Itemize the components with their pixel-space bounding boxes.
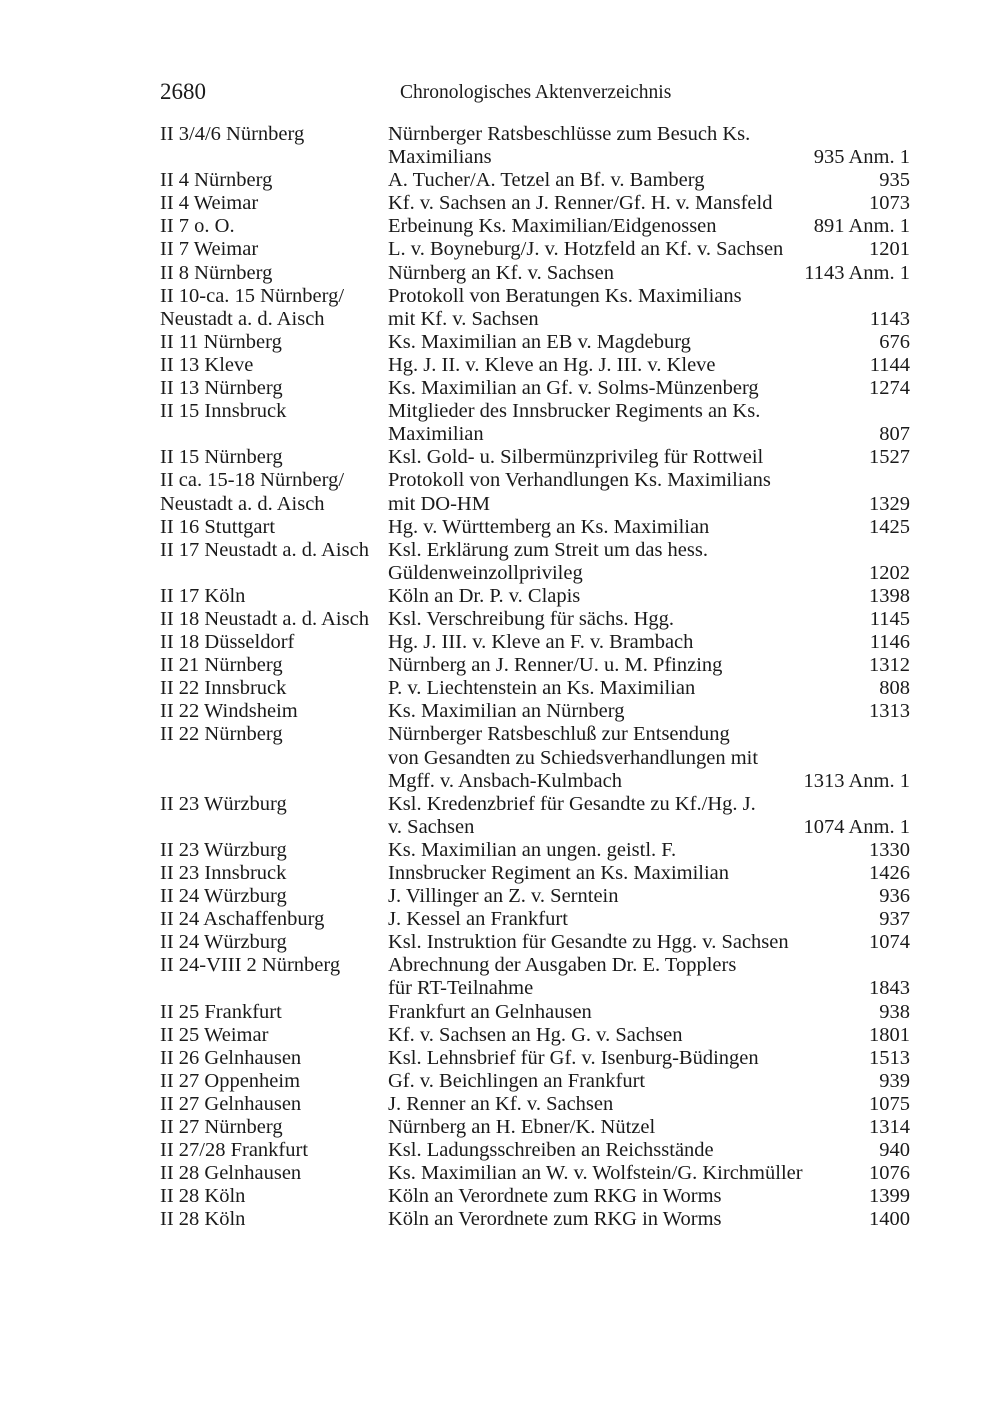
list-item <box>160 400 910 446</box>
entry-description-line: Ksl. Verschreibung für sächs. Hgg. <box>388 607 674 630</box>
entry-description-line: Köln an Verordnete zum RKG in Worms <box>388 1185 722 1208</box>
list-item <box>160 215 910 238</box>
entry-description <box>388 446 910 469</box>
entry-description-line: P. v. Liechtenstein an Ks. Maximilian <box>388 677 696 700</box>
entry-description <box>388 169 910 192</box>
entry-description <box>388 1139 910 1162</box>
entry-description <box>388 908 910 931</box>
list-item <box>160 539 910 585</box>
entry-date-place: II 16 Stuttgart <box>160 515 276 538</box>
list-item <box>160 631 910 654</box>
entry-description-line: Ks. Maximilian an EB v. Magdeburg <box>388 330 691 353</box>
entry-reference: 1843 <box>869 977 910 1000</box>
entry-date-place: II 7 o. O. <box>160 215 235 238</box>
entry-description-line: Hg. v. Württemberg an Ks. Maximilian <box>388 515 710 538</box>
entry-description <box>388 700 910 723</box>
list-item <box>160 377 910 400</box>
entry-description-line: Kf. v. Sachsen an Hg. G. v. Sachsen <box>388 1023 683 1046</box>
entry-description <box>388 885 910 908</box>
entry-date-place: II 23 Würzburg <box>160 792 287 815</box>
entry-reference: 1527 <box>869 446 910 469</box>
entry-description-line: Ks. Maximilian an Nürnberg <box>388 700 625 723</box>
entry-description-line: v. Sachsen <box>388 815 475 838</box>
entry-description-line: mit DO-HM <box>388 492 490 515</box>
list-item <box>160 285 910 331</box>
entry-description <box>388 608 910 631</box>
entry-reference: 891 Anm. 1 <box>813 215 910 238</box>
entry-reference: 1074 <box>869 931 910 954</box>
entry-description-line: Hg. J. III. v. Kleve an F. v. Brambach <box>388 631 694 654</box>
entry-date-place: II 4 Nürnberg <box>160 169 273 192</box>
entry-description-line: Nürnberger Ratsbeschluß zur Entsendung <box>388 723 730 746</box>
entry-date-place: II 26 Gelnhausen <box>160 1046 302 1069</box>
entry-description-line: Köln an Dr. P. v. Clapis <box>388 584 581 607</box>
entry-reference: 935 Anm. 1 <box>813 146 910 169</box>
entry-description-line: Güldenweinzollprivileg <box>388 561 583 584</box>
entry-reference: 1426 <box>869 862 910 884</box>
entry-reference: 1076 <box>869 1162 910 1185</box>
entry-description <box>388 1001 910 1024</box>
list-item <box>160 469 910 515</box>
entry-description <box>388 631 910 654</box>
entry-reference: 1202 <box>869 561 910 584</box>
list-item <box>160 908 910 931</box>
entry-description-line: für RT-Teilnahme <box>388 977 534 1000</box>
entry-description <box>388 1162 910 1185</box>
entry-description-line: Erbeinung Ks. Maximilian/Eidgenossen <box>388 215 717 238</box>
list-item <box>160 1001 910 1024</box>
entry-description <box>388 954 910 1000</box>
entry-description <box>388 192 910 215</box>
entry-description <box>388 400 910 446</box>
entry-description-line: Nürnberg an J. Renner/U. u. M. Pfinzing <box>388 654 723 677</box>
entry-description-line: J. Kessel an Frankfurt <box>388 908 568 931</box>
entry-reference: 1146 <box>869 631 910 654</box>
entry-reference: 1513 <box>869 1046 910 1069</box>
entry-description-line: Mitglieder des Innsbrucker Regiments an Ks. <box>388 400 761 423</box>
entry-reference: 1313 <box>869 700 910 723</box>
entry-reference: 676 <box>879 330 910 353</box>
entry-date-place: II 24 Würzburg <box>160 931 287 954</box>
entry-reference: 1399 <box>869 1185 910 1208</box>
entry-description-line: mit Kf. v. Sachsen <box>388 307 539 330</box>
entry-reference: 1145 <box>869 607 910 630</box>
entry-date-place: II 22 Innsbruck <box>160 677 287 700</box>
list-item <box>160 1093 910 1116</box>
entry-description <box>388 238 910 261</box>
entry-description-line: Ks. Maximilian an ungen. geistl. F. <box>388 838 677 861</box>
entry-description <box>388 1024 910 1047</box>
entry-description-line: L. v. Boyneburg/J. v. Hotzfeld an Kf. v. Sachsen <box>388 238 784 261</box>
entry-description <box>388 585 910 608</box>
entry-description-line: Abrechnung der Ausgaben Dr. E. Topplers <box>388 954 737 977</box>
entry-reference: 1075 <box>869 1092 910 1115</box>
entry-description <box>388 331 910 354</box>
list-item <box>160 931 910 954</box>
entry-reference: 940 <box>879 1139 910 1162</box>
entry-reference: 1143 <box>869 307 910 330</box>
entry-date-place: II 27 Gelnhausen <box>160 1092 302 1115</box>
entry-date-place: II 28 Köln <box>160 1185 246 1208</box>
entry-date-place: II 4 Weimar <box>160 192 259 215</box>
entry-date-place: II 3/4/6 Nürnberg <box>160 123 305 145</box>
entry-reference: 1425 <box>869 515 910 538</box>
entry-description-line: Gf. v. Beichlingen an Frankfurt <box>388 1069 646 1092</box>
entry-date-place: II 13 Nürnberg <box>160 377 283 400</box>
entry-date-place: II 18 Düsseldorf <box>160 631 295 654</box>
entry-description-line: A. Tucher/A. Tetzel an Bf. v. Bamberg <box>388 169 705 192</box>
entry-reference: 939 <box>879 1069 910 1092</box>
entry-description-line: von Gesandten zu Schiedsverhandlungen mit <box>388 746 759 769</box>
entry-date-place: II 18 Neustadt a. d. Aisch <box>160 607 369 630</box>
entry-reference: 938 <box>879 1000 910 1023</box>
entry-date-place: II 17 Köln <box>160 584 246 607</box>
entry-reference: 936 <box>879 885 910 908</box>
entry-date-place: II 15 Innsbruck <box>160 400 287 423</box>
entry-description-line: Hg. J. II. v. Kleve an Hg. J. III. v. Kleve <box>388 353 716 376</box>
entry-reference: 937 <box>879 908 910 931</box>
entry-date-place: II 28 Köln <box>160 1208 246 1231</box>
entry-date-place: II 8 Nürnberg <box>160 261 273 284</box>
entry-date-place: II 11 Nürnberg <box>160 330 282 353</box>
entry-description <box>388 285 910 331</box>
entry-date-place: II 24 Würzburg <box>160 885 287 908</box>
entry-description <box>388 123 910 169</box>
entry-description <box>388 793 910 839</box>
entry-reference: 1201 <box>869 238 910 261</box>
entry-reference: 1074 Anm. 1 <box>803 815 910 838</box>
entry-reference: 1314 <box>869 1116 910 1139</box>
running-title: Chronologisches Aktenverzeichnis <box>400 82 672 103</box>
entry-date-place: II 23 Innsbruck <box>160 862 287 884</box>
entry-description-line: Protokoll von Verhandlungen Ks. Maximilians <box>388 469 771 492</box>
entry-date-place: II 23 Würzburg <box>160 838 287 861</box>
entry-date-place: II 17 Neustadt a. d. Aisch <box>160 538 369 561</box>
entry-description <box>388 539 910 585</box>
entry-description <box>388 931 910 954</box>
entry-date-place: II 21 Nürnberg <box>160 654 283 677</box>
entry-description <box>388 1208 910 1231</box>
entry-date-place: II 10-ca. 15 Nürnberg/ Neustadt a. d. Aisch <box>160 284 345 330</box>
list-item <box>160 1185 910 1208</box>
list-item <box>160 1139 910 1162</box>
list-item <box>160 1024 910 1047</box>
entry-reference: 1398 <box>869 584 910 607</box>
entry-reference: 1313 Anm. 1 <box>803 769 910 792</box>
entry-reference: 808 <box>879 677 910 700</box>
entry-reference: 1400 <box>869 1208 910 1231</box>
entry-reference: 1330 <box>869 838 910 861</box>
list-item <box>160 262 910 285</box>
list-item <box>160 1162 910 1185</box>
list-item <box>160 885 910 908</box>
entry-description <box>388 862 910 885</box>
entry-description <box>388 215 910 238</box>
entry-date-place: II 24-VIII 2 Nürnberg <box>160 954 341 977</box>
entry-reference: 1073 <box>869 192 910 215</box>
entry-reference: 1143 Anm. 1 <box>804 261 910 284</box>
entry-reference: 1801 <box>869 1023 910 1046</box>
entry-date-place: II 27 Nürnberg <box>160 1116 283 1139</box>
list-item <box>160 238 910 261</box>
page-header <box>160 78 910 108</box>
list-item <box>160 516 910 539</box>
entry-description <box>388 354 910 377</box>
list-item <box>160 169 910 192</box>
entry-description-line: Ksl. Kredenzbrief für Gesandte zu Kf./Hg. J. <box>388 792 756 815</box>
entry-description-line: Protokoll von Beratungen Ks. Maximilians <box>388 284 742 307</box>
list-item <box>160 793 910 839</box>
list-item <box>160 700 910 723</box>
entry-description-line: Frankfurt an Gelnhausen <box>388 1000 592 1023</box>
list-item <box>160 677 910 700</box>
entry-description <box>388 469 910 515</box>
entry-date-place: II 27 Oppenheim <box>160 1069 301 1092</box>
entry-date-place: II 27/28 Frankfurt <box>160 1139 309 1162</box>
entry-description-line: Mgff. v. Ansbach-Kulmbach <box>388 769 622 792</box>
entry-date-place: II 13 Kleve <box>160 353 254 376</box>
entry-description-line: Köln an Verordnete zum RKG in Worms <box>388 1208 722 1231</box>
list-item <box>160 1047 910 1070</box>
entry-description-line: Ksl. Gold- u. Silbermünzprivileg für Rottweil <box>388 446 764 469</box>
entry-date-place: II ca. 15-18 Nürnberg/ Neustadt a. d. Aisch <box>160 469 345 515</box>
list-item <box>160 1208 910 1231</box>
entry-date-place: II 22 Windsheim <box>160 700 298 723</box>
entry-description <box>388 262 910 285</box>
list-item <box>160 1070 910 1093</box>
entry-date-place: II 25 Frankfurt <box>160 1000 282 1023</box>
entry-description <box>388 677 910 700</box>
entry-description-line: Maximilians <box>388 146 492 169</box>
entry-description-line: Nürnberg an H. Ebner/K. Nützel <box>388 1116 656 1139</box>
list-item <box>160 446 910 469</box>
entry-reference: 807 <box>879 423 910 446</box>
entry-description-line: J. Renner an Kf. v. Sachsen <box>388 1092 614 1115</box>
entry-date-place: II 7 Weimar <box>160 238 259 261</box>
list-item <box>160 1116 910 1139</box>
entry-date-place: II 24 Aschaffenburg <box>160 908 325 931</box>
entry-date-place: II 28 Gelnhausen <box>160 1162 302 1185</box>
entry-description <box>388 723 910 792</box>
list-item <box>160 608 910 631</box>
entry-description-line: Maximilian <box>388 423 484 446</box>
entry-description-line: J. Villinger an Z. v. Serntein <box>388 885 619 908</box>
entry-description <box>388 1116 910 1139</box>
list-item <box>160 839 910 862</box>
entry-date-place: II 15 Nürnberg <box>160 446 283 469</box>
entry-description <box>388 377 910 400</box>
list-item <box>160 354 910 377</box>
list-item <box>160 723 910 792</box>
entry-description <box>388 516 910 539</box>
entry-reference: 1274 <box>869 377 910 400</box>
entry-description-line: Ksl. Ladungsschreiben an Reichsstände <box>388 1139 714 1162</box>
entry-description <box>388 1047 910 1070</box>
list-item <box>160 331 910 354</box>
list-item <box>160 123 910 169</box>
entry-description-line: Ksl. Erklärung zum Streit um das hess. <box>388 538 708 561</box>
entry-description <box>388 654 910 677</box>
entry-description <box>388 1070 910 1093</box>
entry-description-line: Ks. Maximilian an W. v. Wolfstein/G. Kirchmüller <box>388 1162 803 1185</box>
entry-reference: 1312 <box>869 654 910 677</box>
entry-description-line: Innsbrucker Regiment an Ks. Maximilian <box>388 862 730 884</box>
entry-date-place: II 22 Nürnberg <box>160 723 283 746</box>
entry-date-place: II 25 Weimar <box>160 1023 269 1046</box>
entry-description-line: Ks. Maximilian an Gf. v. Solms-Münzenberg <box>388 377 759 400</box>
list-item <box>160 192 910 215</box>
entry-description-line: Ksl. Lehnsbrief für Gf. v. Isenburg-Büdingen <box>388 1046 759 1069</box>
entry-description-line: Nürnberg an Kf. v. Sachsen <box>388 261 615 284</box>
page-number: 2680 <box>160 79 206 104</box>
entry-list <box>160 123 910 1232</box>
entry-description-line: Kf. v. Sachsen an J. Renner/Gf. H. v. Mansfeld <box>388 192 773 215</box>
entry-description <box>388 1185 910 1208</box>
entry-description-line: Nürnberger Ratsbeschlüsse zum Besuch Ks. <box>388 123 751 145</box>
list-item <box>160 954 910 1000</box>
list-item <box>160 585 910 608</box>
entry-reference: 1144 <box>869 353 910 376</box>
entry-reference: 1329 <box>869 492 910 515</box>
entry-description-line: Ksl. Instruktion für Gesandte zu Hgg. v. Sachsen <box>388 931 789 954</box>
entry-description <box>388 839 910 862</box>
entry-description <box>388 1093 910 1116</box>
entry-reference: 935 <box>879 169 910 192</box>
list-item <box>160 862 910 885</box>
list-item <box>160 654 910 677</box>
